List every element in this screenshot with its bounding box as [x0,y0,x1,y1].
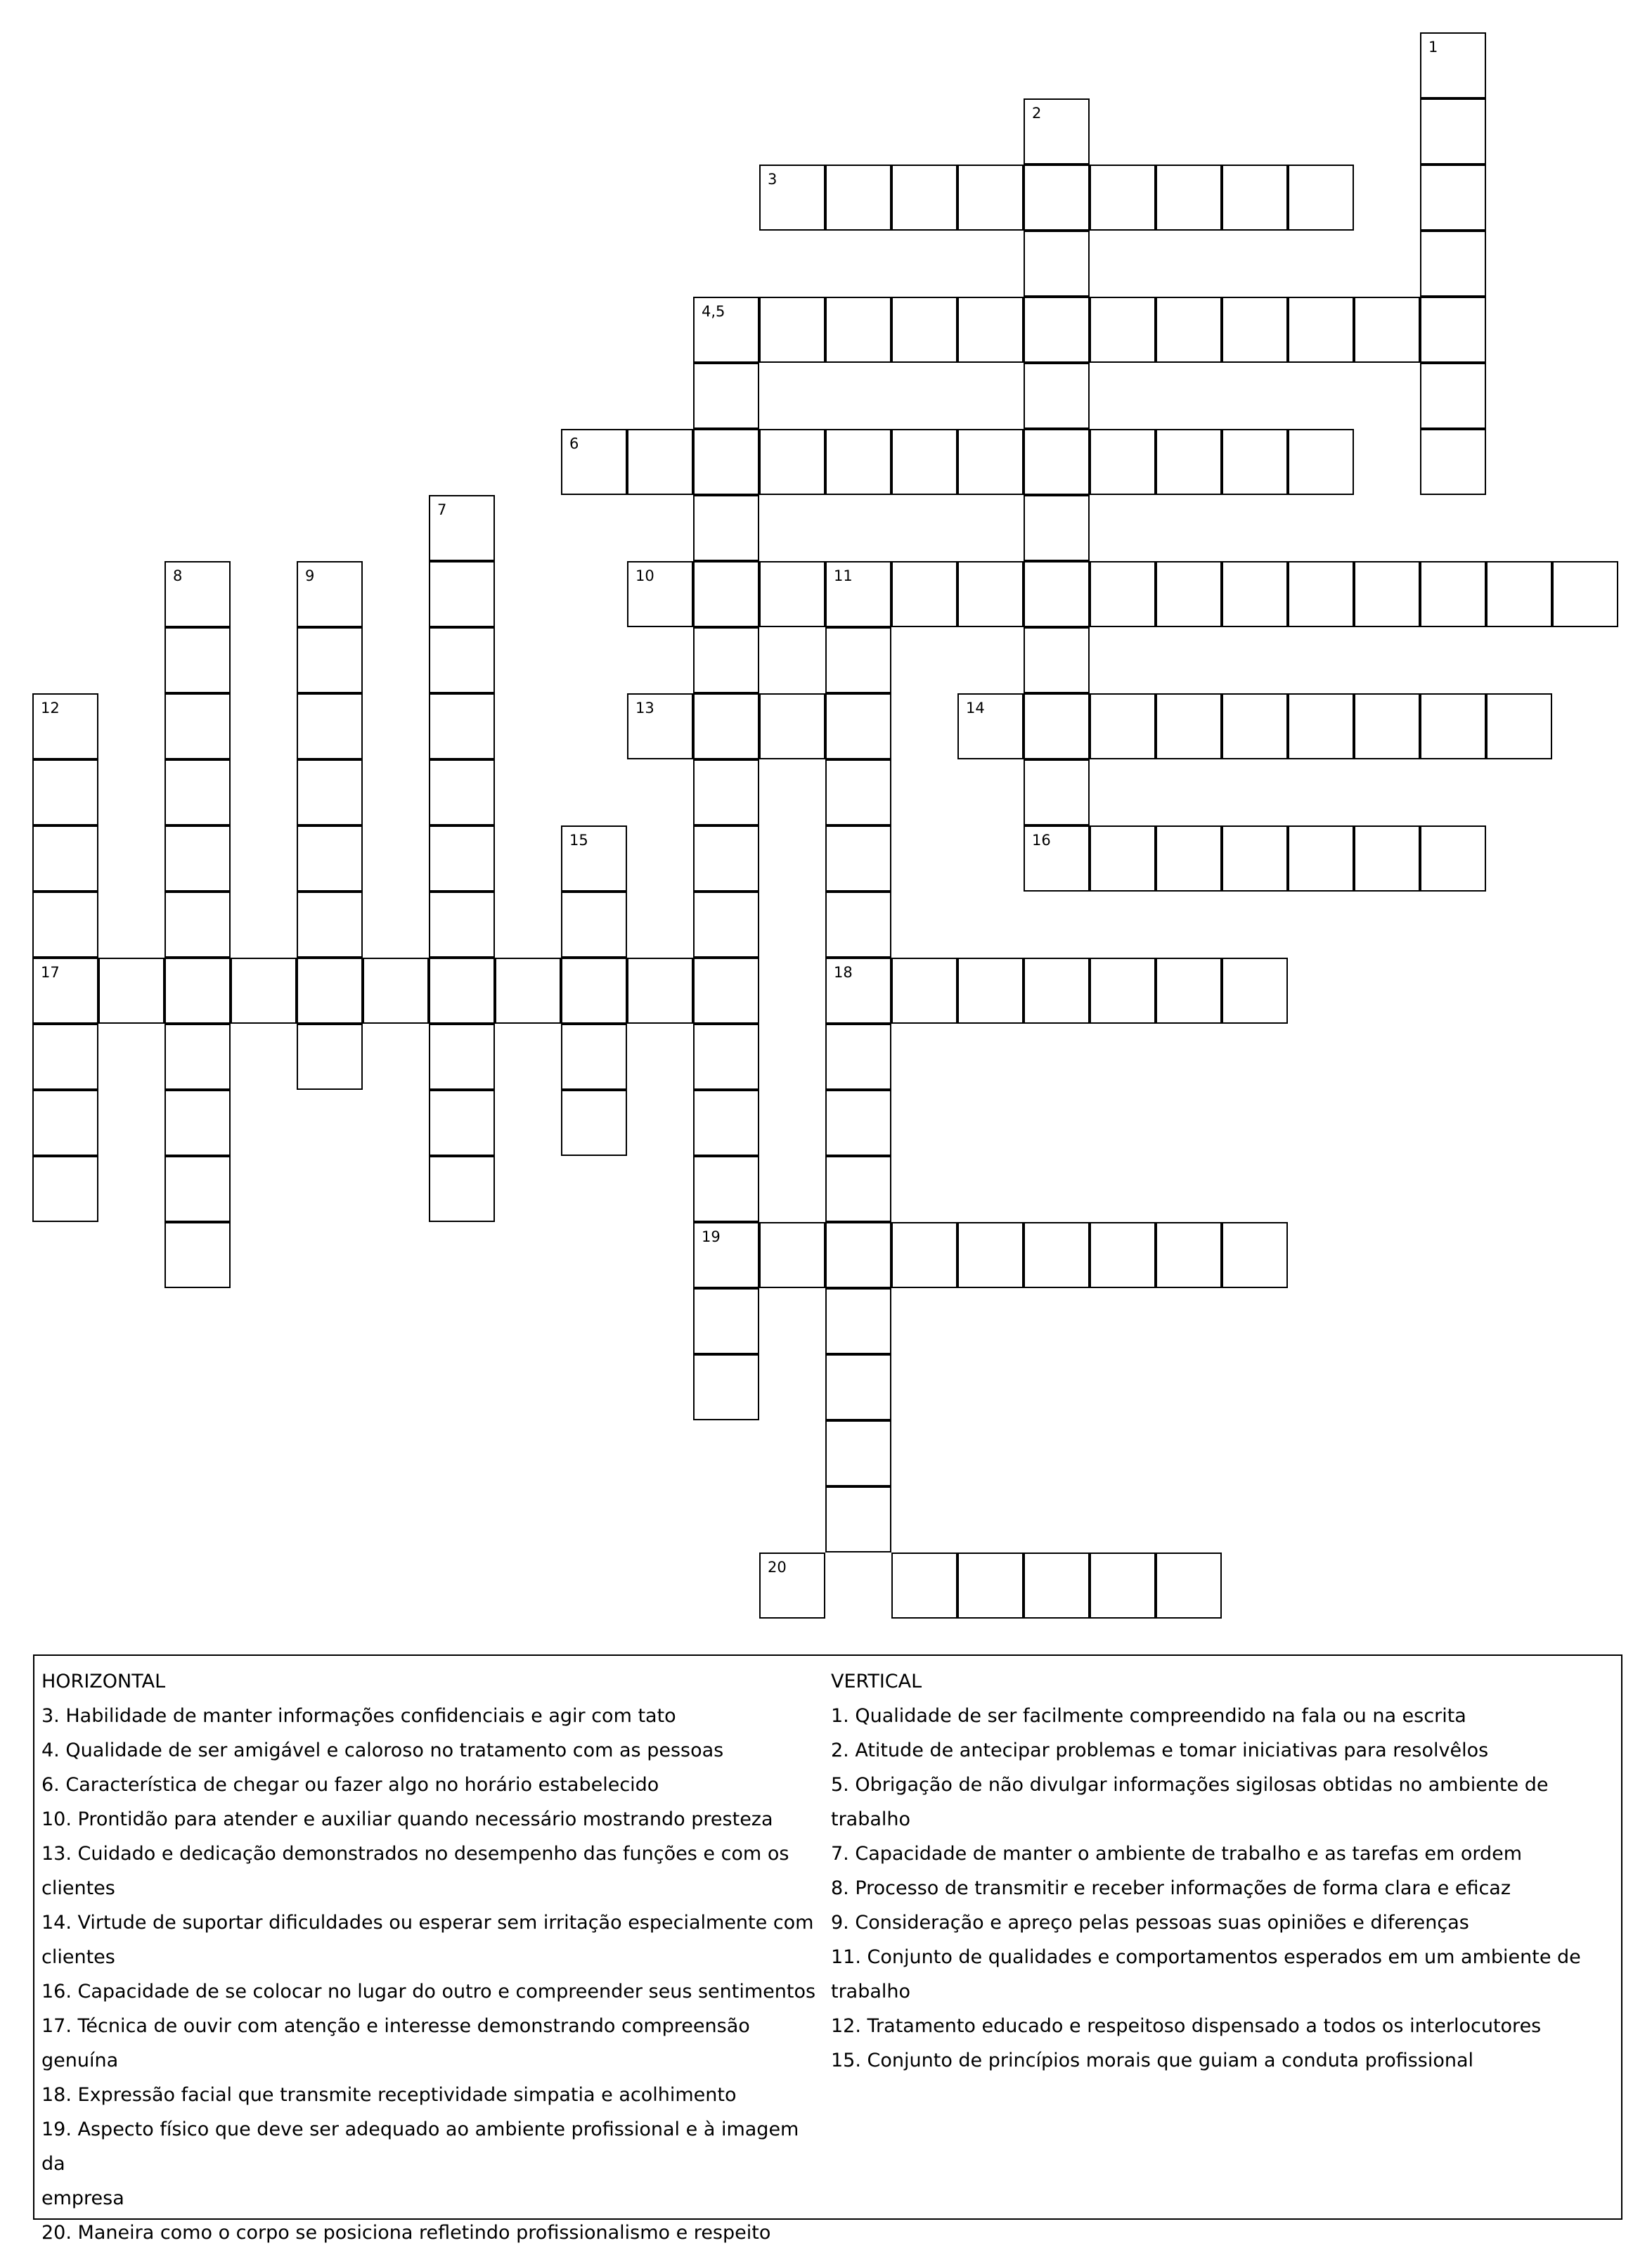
grid-cell[interactable] [1354,825,1420,892]
grid-cell[interactable] [164,759,231,825]
grid-cell[interactable] [1288,693,1354,759]
clue-number: 2 [1032,105,1042,122]
grid-cell[interactable] [561,825,627,892]
grid-cell[interactable] [693,627,759,693]
grid-cell[interactable] [1024,429,1090,495]
clue-line: 2. Atitude de antecipar problemas e tomar iniciativas para resolvêlos [831,1740,1489,1761]
grid-cell[interactable] [825,958,891,1024]
horizontal-clues [41,1664,822,2250]
grid-cell[interactable] [759,561,825,627]
clue-number: 1 [1428,39,1438,56]
grid-cell[interactable] [891,297,957,363]
grid-cell[interactable] [1024,165,1090,231]
clue-line: trabalho [831,1981,911,2002]
grid-cell[interactable] [164,693,231,759]
clue-line: 3. Habilidade de manter informações confidenciais e agir com tato [41,1705,676,1727]
grid-cell[interactable] [759,165,825,231]
grid-cell[interactable] [32,1090,98,1156]
grid-cell[interactable] [1156,1222,1222,1288]
grid-cell[interactable] [693,561,759,627]
grid-cell[interactable] [495,958,561,1024]
grid-cell[interactable] [32,958,98,1024]
grid-cell[interactable] [957,958,1024,1024]
clue-number: 17 [41,964,60,981]
grid-cell[interactable] [1024,958,1090,1024]
clue-number: 6 [569,435,579,452]
grid-cell[interactable] [693,363,759,429]
grid-cell[interactable] [561,1024,627,1090]
grid-cell[interactable] [1420,231,1486,297]
grid-cell[interactable] [32,1024,98,1090]
clue-line: 6. Característica de chegar ou fazer algo no horário estabelecido [41,1774,659,1796]
grid-cell[interactable] [957,561,1024,627]
horizontal-heading: HORIZONTAL [41,1671,166,1692]
grid-cell[interactable] [1420,561,1486,627]
clue-line: 8. Processo de transmitir e receber informações de forma clara e eficaz [831,1877,1511,1899]
grid-cell[interactable] [1156,825,1222,892]
grid-cell[interactable] [759,1222,825,1288]
grid-cell[interactable] [957,1222,1024,1288]
clue-line: 1. Qualidade de ser facilmente compreendido na fala ou na escrita [831,1705,1466,1727]
clue-number: 14 [966,700,985,716]
grid-cell[interactable] [231,958,297,1024]
grid-cell[interactable] [1156,165,1222,231]
grid-cell[interactable] [1090,825,1156,892]
grid-cell[interactable] [693,1090,759,1156]
clue-line: 12. Tratamento educado e respeitoso dispensado a todos os interlocutores [831,2015,1542,2037]
clue-line: 20. Maneira como o corpo se posiciona refletindo profissionalismo e respeito [41,2222,771,2244]
grid-cell[interactable] [1090,165,1156,231]
clue-line: 4. Qualidade de ser amigável e caloroso no tratamento com as pessoas [41,1740,724,1761]
grid-cell[interactable] [98,958,164,1024]
grid-cell[interactable] [627,429,693,495]
grid-cell[interactable] [164,825,231,892]
grid-cell[interactable] [825,627,891,693]
grid-cell[interactable] [759,693,825,759]
grid-cell[interactable] [1090,1222,1156,1288]
grid-cell[interactable] [1024,1552,1090,1619]
grid-cell[interactable] [1090,429,1156,495]
grid-cell[interactable] [825,1486,891,1552]
grid-cell[interactable] [825,1222,891,1288]
grid-cell[interactable] [429,1090,495,1156]
grid-cell[interactable] [363,958,429,1024]
grid-cell[interactable] [825,759,891,825]
grid-cell[interactable] [1288,297,1354,363]
grid-cell[interactable] [693,892,759,958]
grid-cell[interactable] [825,1420,891,1486]
grid-cell[interactable] [164,561,231,627]
grid-cell[interactable] [1090,297,1156,363]
clue-number: 9 [305,567,315,584]
grid-cell[interactable] [297,561,363,627]
grid-cell[interactable] [297,958,363,1024]
clue-line: trabalho [831,1808,911,1830]
grid-cell[interactable] [693,495,759,561]
grid-cell[interactable] [891,561,957,627]
grid-cell[interactable] [693,759,759,825]
grid-cell[interactable] [1090,693,1156,759]
grid-cell[interactable] [693,1024,759,1090]
grid-cell[interactable] [1288,561,1354,627]
grid-cell[interactable] [693,1354,759,1420]
grid-cell[interactable] [693,1156,759,1222]
clue-line: 10. Prontidão para atender e auxiliar quando necessário mostrando presteza [41,1808,773,1830]
grid-cell[interactable] [891,958,957,1024]
grid-cell[interactable] [429,958,495,1024]
grid-cell[interactable] [1090,561,1156,627]
grid-cell[interactable] [627,958,693,1024]
grid-cell[interactable] [759,429,825,495]
grid-cell[interactable] [32,892,98,958]
grid-cell[interactable] [1420,429,1486,495]
clue-number: 18 [834,964,853,981]
grid-cell[interactable] [164,1222,231,1288]
grid-cell[interactable] [164,1090,231,1156]
clue-number: 16 [1032,832,1051,849]
vertical-heading: VERTICAL [831,1671,922,1692]
clue-number: 8 [173,567,183,584]
clue-line: 13. Cuidado e dedicação demonstrados no desempenho das funções e com os [41,1843,789,1865]
grid-cell[interactable] [1024,561,1090,627]
grid-cell[interactable] [891,1552,957,1619]
grid-cell[interactable] [164,627,231,693]
grid-cell[interactable] [297,1024,363,1090]
grid-cell[interactable] [32,759,98,825]
grid-cell[interactable] [891,165,957,231]
grid-cell[interactable] [429,892,495,958]
grid-cell[interactable] [1288,429,1354,495]
grid-cell[interactable] [1090,958,1156,1024]
grid-cell[interactable] [429,1156,495,1222]
grid-cell[interactable] [1288,825,1354,892]
grid-cell[interactable] [1156,429,1222,495]
grid-cell[interactable] [429,1024,495,1090]
grid-cell[interactable] [1552,561,1618,627]
grid-cell[interactable] [1156,693,1222,759]
grid-cell[interactable] [1222,825,1288,892]
grid-cell[interactable] [957,693,1024,759]
grid-cell[interactable] [957,1552,1024,1619]
grid-cell[interactable] [32,1156,98,1222]
clue-line: 18. Expressão facial que transmite receptividade simpatia e acolhimento [41,2084,737,2106]
grid-cell[interactable] [1354,561,1420,627]
grid-cell[interactable] [1090,1552,1156,1619]
clue-line: 17. Técnica de ouvir com atenção e interesse demonstrando compreensão genuína [41,2015,750,2071]
grid-cell[interactable] [1420,363,1486,429]
grid-cell[interactable] [1222,429,1288,495]
clue-line: clientes [41,1877,115,1899]
grid-cell[interactable] [825,825,891,892]
grid-cell[interactable] [1222,561,1288,627]
grid-cell[interactable] [1222,165,1288,231]
grid-cell[interactable] [825,297,891,363]
grid-cell[interactable] [825,1156,891,1222]
grid-cell[interactable] [1024,1222,1090,1288]
grid-cell[interactable] [561,429,627,495]
grid-cell[interactable] [627,693,693,759]
grid-cell[interactable] [1354,693,1420,759]
grid-cell[interactable] [891,429,957,495]
grid-cell[interactable] [693,958,759,1024]
clue-number: 15 [569,832,588,849]
grid-cell[interactable] [825,165,891,231]
grid-cell[interactable] [825,1354,891,1420]
grid-cell[interactable] [825,1024,891,1090]
grid-cell[interactable] [1420,693,1486,759]
clue-number: 11 [834,567,853,584]
grid-cell[interactable] [164,892,231,958]
grid-cell[interactable] [1486,693,1552,759]
grid-cell[interactable] [1420,32,1486,98]
grid-cell[interactable] [957,297,1024,363]
grid-cell[interactable] [1024,693,1090,759]
grid-cell[interactable] [1222,297,1288,363]
grid-cell[interactable] [429,495,495,561]
clue-number: 4,5 [702,303,725,320]
grid-cell[interactable] [429,759,495,825]
grid-cell[interactable] [957,165,1024,231]
grid-cell[interactable] [561,958,627,1024]
grid-cell[interactable] [297,892,363,958]
grid-cell[interactable] [1024,98,1090,165]
grid-cell[interactable] [693,693,759,759]
clue-number: 13 [635,700,654,716]
grid-cell[interactable] [1288,165,1354,231]
grid-cell[interactable] [825,693,891,759]
grid-cell[interactable] [1222,958,1288,1024]
grid-cell[interactable] [561,1090,627,1156]
grid-cell[interactable] [891,1222,957,1288]
grid-cell[interactable] [429,627,495,693]
grid-cell[interactable] [297,759,363,825]
grid-cell[interactable] [1024,825,1090,892]
grid-cell[interactable] [1354,297,1420,363]
grid-cell[interactable] [825,1090,891,1156]
grid-cell[interactable] [957,429,1024,495]
grid-cell[interactable] [32,825,98,892]
grid-cell[interactable] [297,825,363,892]
grid-cell[interactable] [759,1552,825,1619]
grid-cell[interactable] [825,561,891,627]
grid-cell[interactable] [1156,958,1222,1024]
grid-cell[interactable] [1024,363,1090,429]
clue-line: 19. Aspecto físico que deve ser adequado ao ambiente profissional e à imagem da [41,2119,799,2175]
clue-line: 7. Capacidade de manter o ambiente de trabalho e as tarefas em ordem [831,1843,1523,1865]
grid-cell[interactable] [32,693,98,759]
grid-cell[interactable] [1156,1552,1222,1619]
grid-cell[interactable] [561,892,627,958]
clue-number: 7 [437,501,447,518]
grid-cell[interactable] [825,892,891,958]
grid-cell[interactable] [627,561,693,627]
clue-box [33,1654,1622,2244]
grid-cell[interactable] [1024,297,1090,363]
grid-cell[interactable] [759,297,825,363]
grid-cell[interactable] [1486,561,1552,627]
grid-cell[interactable] [164,1156,231,1222]
grid-cell[interactable] [1420,98,1486,165]
clue-number: 10 [635,567,654,584]
grid-cell[interactable] [1222,693,1288,759]
clue-number: 20 [768,1559,787,1576]
grid-cell[interactable] [429,825,495,892]
grid-cell[interactable] [693,1288,759,1354]
clue-line: 16. Capacidade de se colocar no lugar do outro e compreender seus sentimentos [41,1981,816,2002]
grid-cell[interactable] [1024,495,1090,561]
grid-cell[interactable] [693,1222,759,1288]
grid-cell[interactable] [1222,1222,1288,1288]
clue-line: 9. Consideração e apreço pelas pessoas suas opiniões e diferenças [831,1912,1469,1934]
grid-cell[interactable] [1024,627,1090,693]
grid-cell[interactable] [1420,165,1486,231]
vertical-clues [831,1664,1611,2078]
grid-cell[interactable] [1024,759,1090,825]
grid-cell[interactable] [825,1288,891,1354]
grid-cell[interactable] [429,693,495,759]
clue-line: empresa [41,2187,124,2209]
clue-line: 14. Virtude de suportar dificuldades ou esperar sem irritação especialmente com [41,1912,814,1934]
clue-number: 12 [41,700,60,716]
grid-cell[interactable] [1024,231,1090,297]
grid-cell[interactable] [1420,297,1486,363]
grid-cell[interactable] [1156,561,1222,627]
clue-line: 11. Conjunto de qualidades e comportamentos esperados em um ambiente de [831,1946,1581,1968]
grid-cell[interactable] [1420,825,1486,892]
grid-cell[interactable] [693,297,759,363]
grid-cell[interactable] [693,429,759,495]
grid-cell[interactable] [164,1024,231,1090]
clue-line: 15. Conjunto de princípios morais que guiam a conduta profissional [831,2050,1474,2071]
grid-cell[interactable] [164,958,231,1024]
grid-cell[interactable] [297,627,363,693]
grid-cell[interactable] [297,693,363,759]
clue-line: clientes [41,1946,115,1968]
clue-number: 3 [768,171,777,188]
clue-number: 19 [702,1228,721,1245]
grid-cell[interactable] [693,825,759,892]
grid-cell[interactable] [1156,297,1222,363]
grid-cell[interactable] [429,561,495,627]
grid-cell[interactable] [825,429,891,495]
clue-line: 5. Obrigação de não divulgar informações sigilosas obtidas no ambiente de [831,1774,1549,1796]
